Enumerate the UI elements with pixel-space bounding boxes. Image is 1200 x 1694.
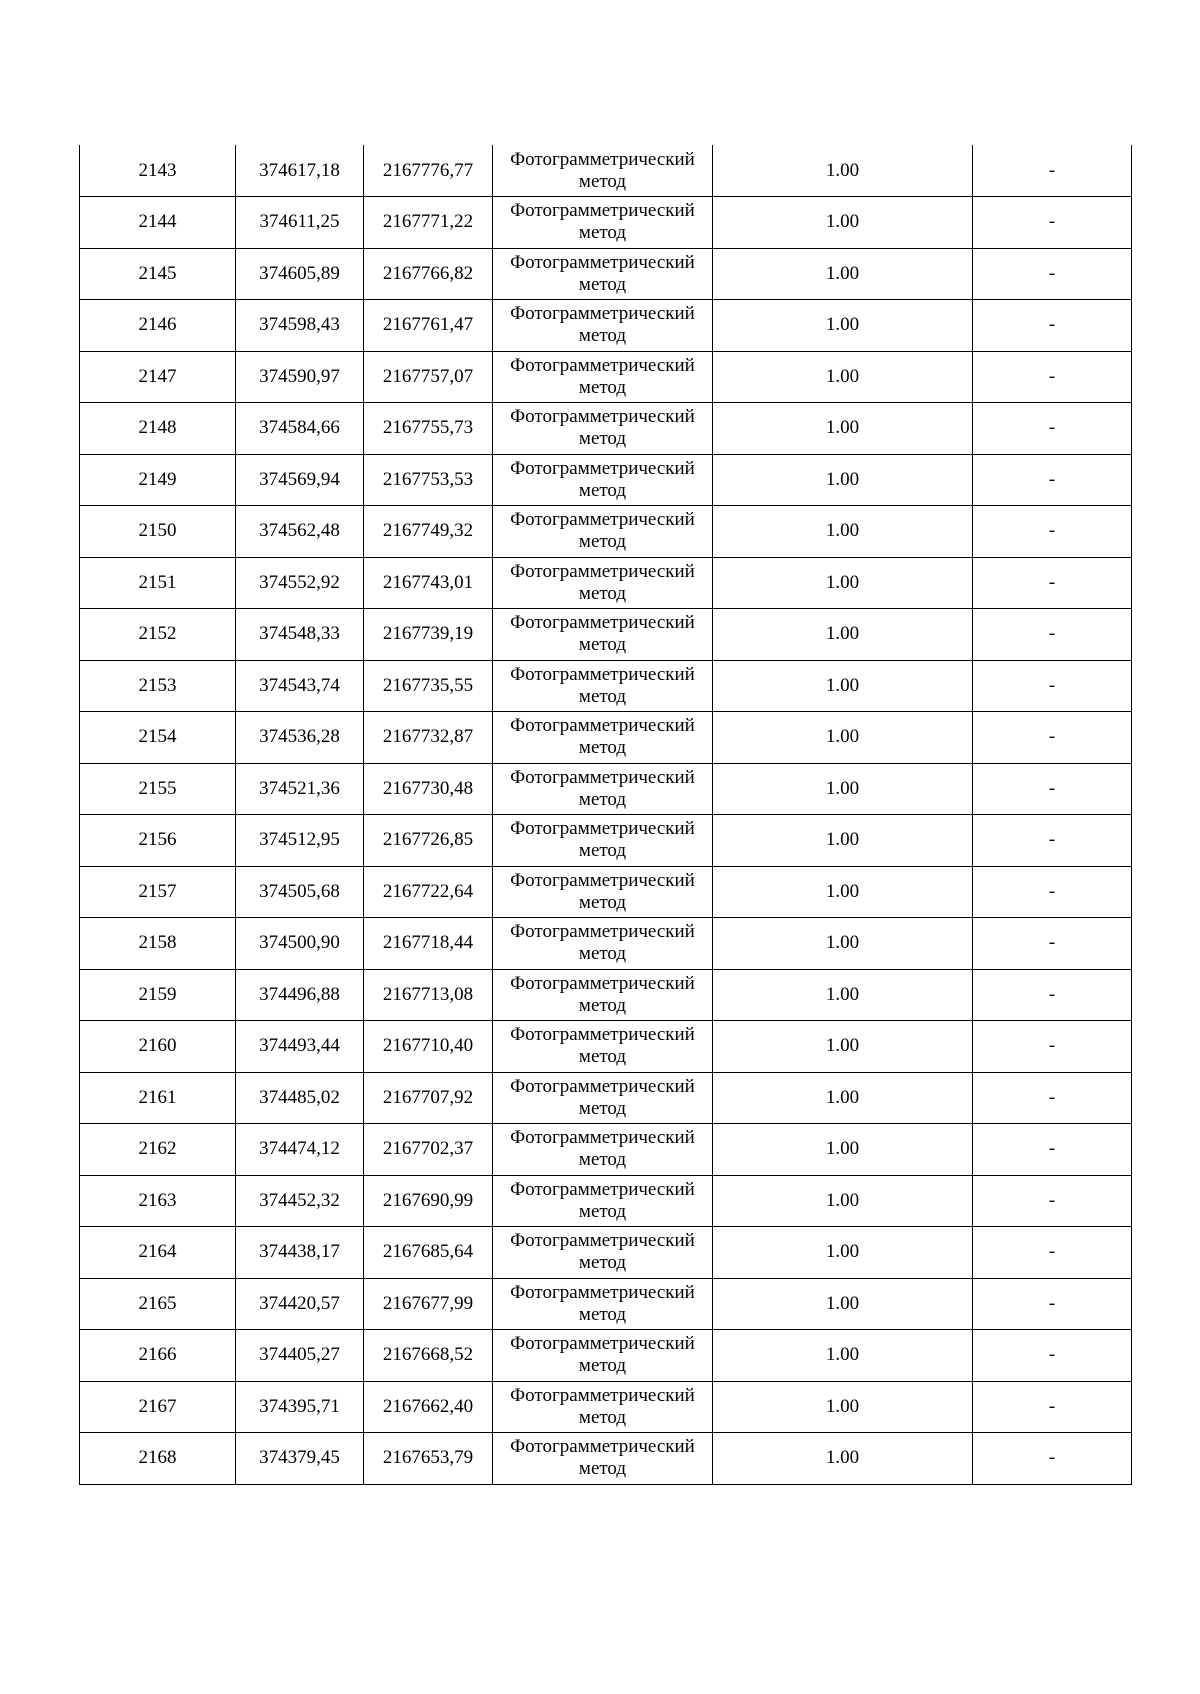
method-line-1: Фотограмметрический bbox=[510, 1281, 695, 1303]
method-line-1: Фотограмметрический bbox=[510, 663, 695, 685]
method-line-1: Фотограмметрический bbox=[510, 715, 695, 737]
coordinates-table bbox=[79, 145, 1132, 1485]
y-coordinate-cell: 2167685,64 bbox=[364, 1227, 493, 1279]
method-line-2: метод bbox=[578, 943, 627, 965]
coordinates-table-body bbox=[80, 145, 1132, 1484]
note-cell: - bbox=[973, 300, 1132, 352]
accuracy-cell: 1.00 bbox=[713, 197, 973, 249]
y-coordinate-cell: 2167668,52 bbox=[364, 1330, 493, 1382]
y-coordinate-cell: 2167662,40 bbox=[364, 1381, 493, 1433]
method-cell bbox=[493, 609, 713, 661]
method-line-2: метод bbox=[578, 1303, 627, 1325]
method-cell bbox=[493, 969, 713, 1021]
method-cell bbox=[493, 866, 713, 918]
method-line-1: Фотограмметрический bbox=[510, 1178, 695, 1200]
method-cell bbox=[493, 712, 713, 764]
method-cell bbox=[493, 403, 713, 455]
accuracy-cell: 1.00 bbox=[713, 248, 973, 300]
method-line-1: Фотограмметрический bbox=[510, 509, 695, 531]
table-row bbox=[80, 866, 1132, 918]
point-number-cell: 2164 bbox=[80, 1227, 236, 1279]
table-row bbox=[80, 1072, 1132, 1124]
note-cell: - bbox=[973, 197, 1132, 249]
method-cell bbox=[493, 300, 713, 352]
note-cell: - bbox=[973, 1227, 1132, 1279]
table-row bbox=[80, 1021, 1132, 1073]
method-line-1: Фотограмметрический bbox=[510, 406, 695, 428]
method-cell bbox=[493, 763, 713, 815]
point-number-cell: 2156 bbox=[80, 815, 236, 867]
method-line-1: Фотограмметрический bbox=[510, 1075, 695, 1097]
method-line-1: Фотограмметрический bbox=[510, 612, 695, 634]
method-cell bbox=[493, 1021, 713, 1073]
accuracy-cell: 1.00 bbox=[713, 866, 973, 918]
x-coordinate-cell: 374521,36 bbox=[236, 763, 364, 815]
point-number-cell: 2157 bbox=[80, 866, 236, 918]
point-number-cell: 2144 bbox=[80, 197, 236, 249]
note-cell: - bbox=[973, 763, 1132, 815]
note-cell: - bbox=[973, 1330, 1132, 1382]
y-coordinate-cell: 2167722,64 bbox=[364, 866, 493, 918]
note-cell: - bbox=[973, 609, 1132, 661]
y-coordinate-cell: 2167757,07 bbox=[364, 351, 493, 403]
point-number-cell: 2160 bbox=[80, 1021, 236, 1073]
x-coordinate-cell: 374611,25 bbox=[236, 197, 364, 249]
method-line-1: Фотограмметрический bbox=[510, 560, 695, 582]
point-number-cell: 2148 bbox=[80, 403, 236, 455]
point-number-cell: 2162 bbox=[80, 1124, 236, 1176]
y-coordinate-cell: 2167766,82 bbox=[364, 248, 493, 300]
accuracy-cell: 1.00 bbox=[713, 918, 973, 970]
method-line-2: метод bbox=[578, 1252, 627, 1274]
method-line-1: Фотограмметрический bbox=[510, 251, 695, 273]
accuracy-cell: 1.00 bbox=[713, 1021, 973, 1073]
accuracy-cell: 1.00 bbox=[713, 1227, 973, 1279]
note-cell: - bbox=[973, 918, 1132, 970]
note-cell: - bbox=[973, 454, 1132, 506]
method-line-1: Фотограмметрический bbox=[510, 1333, 695, 1355]
method-cell bbox=[493, 506, 713, 558]
method-line-2: метод bbox=[578, 1200, 627, 1222]
table-row bbox=[80, 660, 1132, 712]
x-coordinate-cell: 374420,57 bbox=[236, 1278, 364, 1330]
point-number-cell: 2147 bbox=[80, 351, 236, 403]
method-cell bbox=[493, 145, 713, 197]
method-line-1: Фотограмметрический bbox=[510, 303, 695, 325]
method-line-1: Фотограмметрический bbox=[510, 354, 695, 376]
note-cell: - bbox=[973, 1278, 1132, 1330]
y-coordinate-cell: 2167690,99 bbox=[364, 1175, 493, 1227]
accuracy-cell: 1.00 bbox=[713, 1278, 973, 1330]
y-coordinate-cell: 2167726,85 bbox=[364, 815, 493, 867]
method-cell bbox=[493, 557, 713, 609]
x-coordinate-cell: 374552,92 bbox=[236, 557, 364, 609]
point-number-cell: 2149 bbox=[80, 454, 236, 506]
method-line-1: Фотограмметрический bbox=[510, 972, 695, 994]
method-line-2: метод bbox=[578, 1406, 627, 1428]
y-coordinate-cell: 2167735,55 bbox=[364, 660, 493, 712]
method-line-2: метод bbox=[578, 994, 627, 1016]
x-coordinate-cell: 374584,66 bbox=[236, 403, 364, 455]
y-coordinate-cell: 2167710,40 bbox=[364, 1021, 493, 1073]
point-number-cell: 2166 bbox=[80, 1330, 236, 1382]
method-line-2: метод bbox=[578, 222, 627, 244]
table-row bbox=[80, 1227, 1132, 1279]
y-coordinate-cell: 2167739,19 bbox=[364, 609, 493, 661]
note-cell: - bbox=[973, 1381, 1132, 1433]
method-line-2: метод bbox=[578, 479, 627, 501]
table-row bbox=[80, 1330, 1132, 1382]
table-row bbox=[80, 969, 1132, 1021]
x-coordinate-cell: 374590,97 bbox=[236, 351, 364, 403]
note-cell: - bbox=[973, 145, 1132, 197]
method-cell bbox=[493, 197, 713, 249]
accuracy-cell: 1.00 bbox=[713, 815, 973, 867]
y-coordinate-cell: 2167730,48 bbox=[364, 763, 493, 815]
method-line-1: Фотограмметрический bbox=[510, 200, 695, 222]
table-row bbox=[80, 609, 1132, 661]
table-row bbox=[80, 403, 1132, 455]
y-coordinate-cell: 2167707,92 bbox=[364, 1072, 493, 1124]
method-line-1: Фотограмметрический bbox=[510, 1024, 695, 1046]
point-number-cell: 2158 bbox=[80, 918, 236, 970]
method-line-1: Фотограмметрический bbox=[510, 869, 695, 891]
table-row bbox=[80, 763, 1132, 815]
y-coordinate-cell: 2167702,37 bbox=[364, 1124, 493, 1176]
note-cell: - bbox=[973, 403, 1132, 455]
table-row bbox=[80, 557, 1132, 609]
method-line-2: метод bbox=[578, 1046, 627, 1068]
method-cell bbox=[493, 1175, 713, 1227]
note-cell: - bbox=[973, 1072, 1132, 1124]
method-line-2: метод bbox=[578, 634, 627, 656]
point-number-cell: 2167 bbox=[80, 1381, 236, 1433]
method-line-1: Фотограмметрический bbox=[510, 1127, 695, 1149]
x-coordinate-cell: 374569,94 bbox=[236, 454, 364, 506]
method-cell bbox=[493, 1227, 713, 1279]
x-coordinate-cell: 374500,90 bbox=[236, 918, 364, 970]
method-cell bbox=[493, 1330, 713, 1382]
table-row bbox=[80, 300, 1132, 352]
x-coordinate-cell: 374505,68 bbox=[236, 866, 364, 918]
method-line-2: метод bbox=[578, 428, 627, 450]
method-line-2: метод bbox=[578, 737, 627, 759]
method-line-1: Фотограмметрический bbox=[510, 1436, 695, 1458]
note-cell: - bbox=[973, 969, 1132, 1021]
method-line-1: Фотограмметрический bbox=[510, 457, 695, 479]
method-line-2: метод bbox=[578, 1097, 627, 1119]
y-coordinate-cell: 2167653,79 bbox=[364, 1433, 493, 1485]
x-coordinate-cell: 374548,33 bbox=[236, 609, 364, 661]
accuracy-cell: 1.00 bbox=[713, 1381, 973, 1433]
table-row bbox=[80, 712, 1132, 764]
note-cell: - bbox=[973, 1124, 1132, 1176]
table-row bbox=[80, 351, 1132, 403]
note-cell: - bbox=[973, 866, 1132, 918]
method-cell bbox=[493, 918, 713, 970]
point-number-cell: 2146 bbox=[80, 300, 236, 352]
point-number-cell: 2151 bbox=[80, 557, 236, 609]
y-coordinate-cell: 2167713,08 bbox=[364, 969, 493, 1021]
method-line-2: метод bbox=[578, 376, 627, 398]
method-line-2: метод bbox=[578, 891, 627, 913]
accuracy-cell: 1.00 bbox=[713, 712, 973, 764]
table-row bbox=[80, 1278, 1132, 1330]
table-row bbox=[80, 815, 1132, 867]
method-line-1: Фотограмметрический bbox=[510, 1384, 695, 1406]
accuracy-cell: 1.00 bbox=[713, 145, 973, 197]
table-row bbox=[80, 918, 1132, 970]
method-line-2: метод bbox=[578, 685, 627, 707]
method-line-2: метод bbox=[578, 582, 627, 604]
method-cell bbox=[493, 1278, 713, 1330]
x-coordinate-cell: 374474,12 bbox=[236, 1124, 364, 1176]
table-row bbox=[80, 145, 1132, 197]
accuracy-cell: 1.00 bbox=[713, 1175, 973, 1227]
x-coordinate-cell: 374395,71 bbox=[236, 1381, 364, 1433]
method-line-1: Фотограмметрический bbox=[510, 921, 695, 943]
x-coordinate-cell: 374562,48 bbox=[236, 506, 364, 558]
method-line-2: метод bbox=[578, 273, 627, 295]
x-coordinate-cell: 374438,17 bbox=[236, 1227, 364, 1279]
table-row bbox=[80, 454, 1132, 506]
x-coordinate-cell: 374617,18 bbox=[236, 145, 364, 197]
note-cell: - bbox=[973, 1433, 1132, 1485]
y-coordinate-cell: 2167718,44 bbox=[364, 918, 493, 970]
y-coordinate-cell: 2167755,73 bbox=[364, 403, 493, 455]
y-coordinate-cell: 2167761,47 bbox=[364, 300, 493, 352]
point-number-cell: 2163 bbox=[80, 1175, 236, 1227]
accuracy-cell: 1.00 bbox=[713, 557, 973, 609]
note-cell: - bbox=[973, 351, 1132, 403]
y-coordinate-cell: 2167749,32 bbox=[364, 506, 493, 558]
x-coordinate-cell: 374496,88 bbox=[236, 969, 364, 1021]
method-line-2: метод bbox=[578, 531, 627, 553]
point-number-cell: 2165 bbox=[80, 1278, 236, 1330]
method-line-1: Фотограмметрический bbox=[510, 818, 695, 840]
y-coordinate-cell: 2167743,01 bbox=[364, 557, 493, 609]
method-line-2: метод bbox=[578, 788, 627, 810]
accuracy-cell: 1.00 bbox=[713, 300, 973, 352]
x-coordinate-cell: 374598,43 bbox=[236, 300, 364, 352]
point-number-cell: 2153 bbox=[80, 660, 236, 712]
point-number-cell: 2150 bbox=[80, 506, 236, 558]
note-cell: - bbox=[973, 815, 1132, 867]
note-cell: - bbox=[973, 1021, 1132, 1073]
note-cell: - bbox=[973, 660, 1132, 712]
method-cell bbox=[493, 1433, 713, 1485]
x-coordinate-cell: 374512,95 bbox=[236, 815, 364, 867]
method-cell bbox=[493, 454, 713, 506]
method-line-2: метод bbox=[578, 170, 627, 192]
note-cell: - bbox=[973, 506, 1132, 558]
accuracy-cell: 1.00 bbox=[713, 1330, 973, 1382]
accuracy-cell: 1.00 bbox=[713, 506, 973, 558]
point-number-cell: 2154 bbox=[80, 712, 236, 764]
method-cell bbox=[493, 1124, 713, 1176]
accuracy-cell: 1.00 bbox=[713, 351, 973, 403]
x-coordinate-cell: 374543,74 bbox=[236, 660, 364, 712]
table-row bbox=[80, 1433, 1132, 1485]
point-number-cell: 2168 bbox=[80, 1433, 236, 1485]
method-line-2: метод bbox=[578, 1458, 627, 1480]
x-coordinate-cell: 374536,28 bbox=[236, 712, 364, 764]
accuracy-cell: 1.00 bbox=[713, 1072, 973, 1124]
y-coordinate-cell: 2167771,22 bbox=[364, 197, 493, 249]
point-number-cell: 2159 bbox=[80, 969, 236, 1021]
accuracy-cell: 1.00 bbox=[713, 1124, 973, 1176]
method-cell bbox=[493, 351, 713, 403]
accuracy-cell: 1.00 bbox=[713, 763, 973, 815]
method-line-1: Фотограмметрический bbox=[510, 766, 695, 788]
table-row bbox=[80, 1381, 1132, 1433]
accuracy-cell: 1.00 bbox=[713, 969, 973, 1021]
note-cell: - bbox=[973, 712, 1132, 764]
point-number-cell: 2155 bbox=[80, 763, 236, 815]
table-row bbox=[80, 248, 1132, 300]
method-line-2: метод bbox=[578, 1355, 627, 1377]
accuracy-cell: 1.00 bbox=[713, 609, 973, 661]
method-cell bbox=[493, 660, 713, 712]
x-coordinate-cell: 374493,44 bbox=[236, 1021, 364, 1073]
x-coordinate-cell: 374605,89 bbox=[236, 248, 364, 300]
y-coordinate-cell: 2167753,53 bbox=[364, 454, 493, 506]
accuracy-cell: 1.00 bbox=[713, 403, 973, 455]
x-coordinate-cell: 374379,45 bbox=[236, 1433, 364, 1485]
note-cell: - bbox=[973, 248, 1132, 300]
accuracy-cell: 1.00 bbox=[713, 660, 973, 712]
note-cell: - bbox=[973, 1175, 1132, 1227]
y-coordinate-cell: 2167776,77 bbox=[364, 145, 493, 197]
point-number-cell: 2161 bbox=[80, 1072, 236, 1124]
method-cell bbox=[493, 1072, 713, 1124]
point-number-cell: 2143 bbox=[80, 145, 236, 197]
note-cell: - bbox=[973, 557, 1132, 609]
table-row bbox=[80, 197, 1132, 249]
x-coordinate-cell: 374485,02 bbox=[236, 1072, 364, 1124]
table-row bbox=[80, 506, 1132, 558]
point-number-cell: 2145 bbox=[80, 248, 236, 300]
x-coordinate-cell: 374405,27 bbox=[236, 1330, 364, 1382]
accuracy-cell: 1.00 bbox=[713, 1433, 973, 1485]
x-coordinate-cell: 374452,32 bbox=[236, 1175, 364, 1227]
method-line-2: метод bbox=[578, 1149, 627, 1171]
y-coordinate-cell: 2167732,87 bbox=[364, 712, 493, 764]
method-line-2: метод bbox=[578, 840, 627, 862]
method-line-1: Фотограмметрический bbox=[510, 1230, 695, 1252]
method-cell bbox=[493, 248, 713, 300]
y-coordinate-cell: 2167677,99 bbox=[364, 1278, 493, 1330]
method-line-2: метод bbox=[578, 325, 627, 347]
accuracy-cell: 1.00 bbox=[713, 454, 973, 506]
point-number-cell: 2152 bbox=[80, 609, 236, 661]
table-row bbox=[80, 1175, 1132, 1227]
method-cell bbox=[493, 815, 713, 867]
method-cell bbox=[493, 1381, 713, 1433]
method-line-1: Фотограмметрический bbox=[510, 148, 695, 170]
table-row bbox=[80, 1124, 1132, 1176]
